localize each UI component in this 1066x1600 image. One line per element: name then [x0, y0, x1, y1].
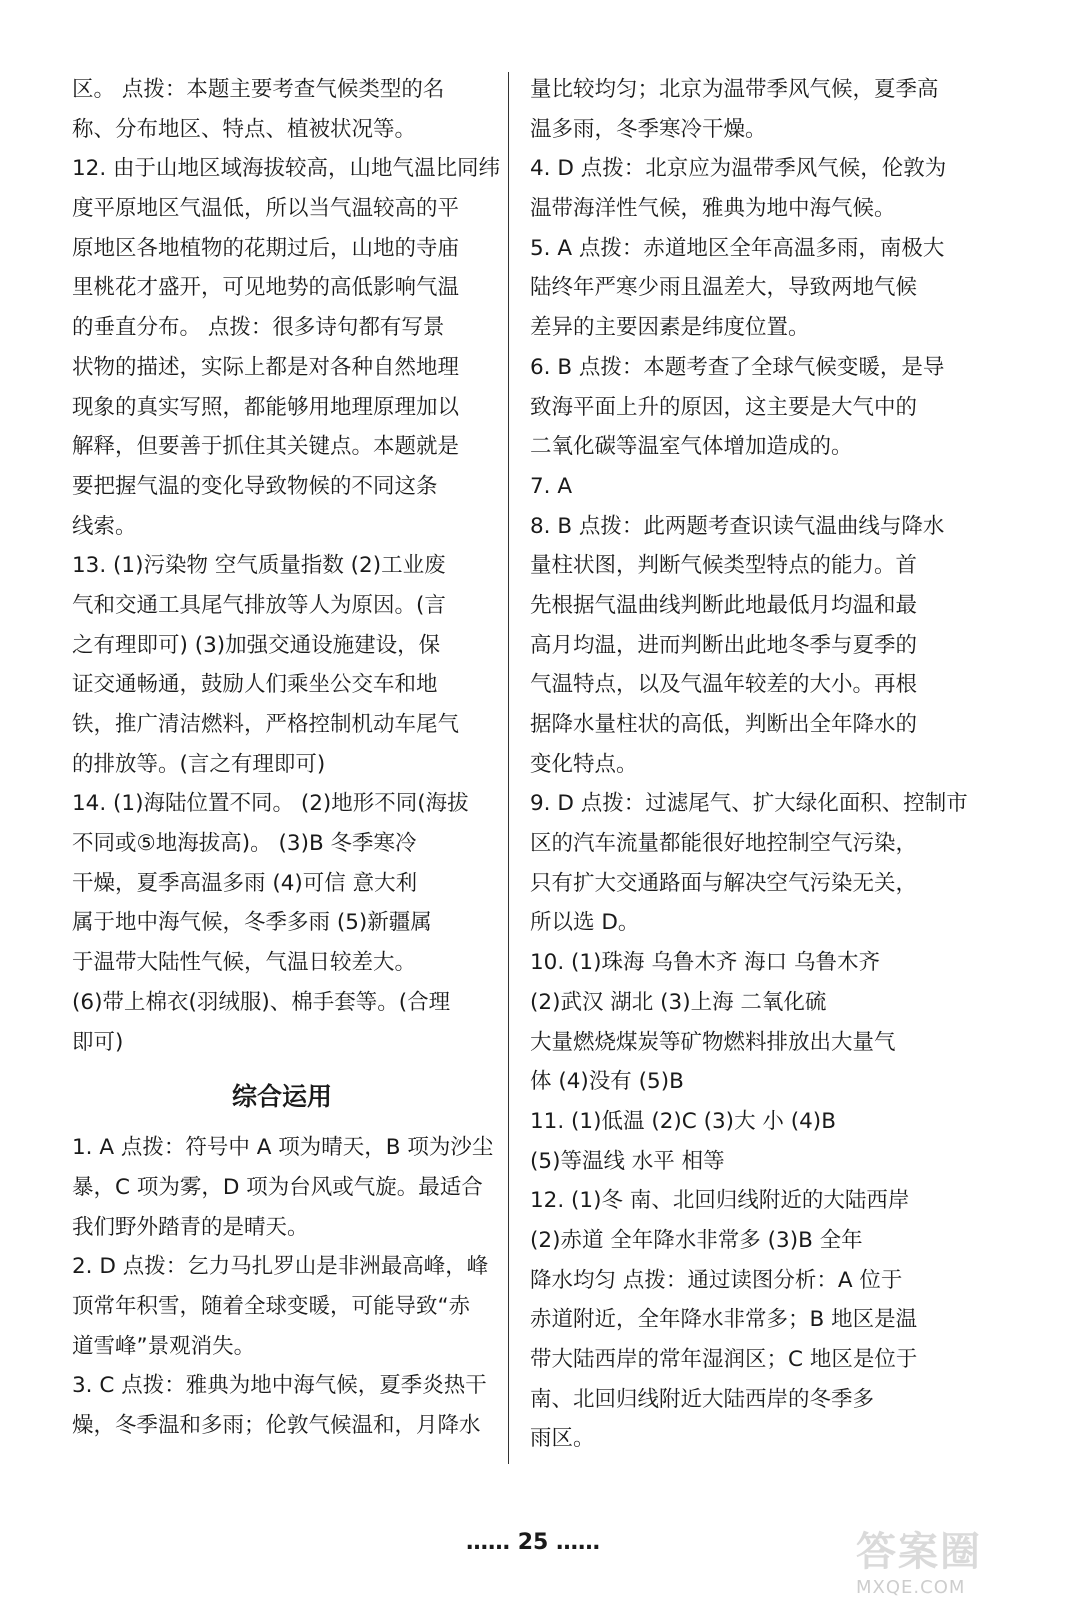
- text-line: 线索。: [72, 513, 137, 539]
- text-line: 降水均匀 点拨：通过读图分析：A 位于: [530, 1267, 903, 1293]
- text-line: 7. A: [530, 473, 573, 499]
- text-line: 高月均温，进而判断出此地冬季与夏季的: [530, 632, 918, 658]
- column-divider: [508, 72, 509, 1464]
- text-line: 的垂直分布。 点拨：很多诗句都有写景: [72, 315, 445, 341]
- text-line: 原地区各地植物的花期过后，山地的寺庙: [72, 235, 460, 261]
- text-line: 据降水量柱状的高低，判断出全年降水的: [530, 712, 918, 737]
- text-line: 14. (1)海陆位置不同。 (2)地形不同(海拔: [72, 791, 469, 817]
- text-line: 解释，但要善于抓住其关键点。本题就是: [72, 434, 460, 460]
- text-line: 量比较均匀；北京为温带季风气候，夏季高: [530, 77, 939, 102]
- left-column: [72, 70, 501, 1446]
- text-line: 雨区。: [530, 1426, 595, 1452]
- text-line: 之有理即可) (3)加强交通设施建设，保: [72, 632, 441, 658]
- text-line: 南、北回归线附近大陆西岸的冬季多: [530, 1386, 875, 1412]
- text-line: 区的汽车流量都能很好地控制空气污染，: [530, 831, 918, 857]
- text-line: 13. (1)污染物 空气质量指数 (2)工业废: [72, 553, 446, 579]
- text-line: 属于地中海气候，冬季多雨 (5)新疆属: [72, 910, 432, 936]
- text-line: 12. 由于山地区域海拔较高，山地气温比同纬: [72, 156, 501, 182]
- text-line: 于温带大陆性气候，气温日较差大。: [72, 950, 417, 976]
- text-line: 量柱状图，判断气候类型特点的能力。首: [530, 553, 918, 579]
- text-line: 温带海洋性气候，雅典为地中海气候。: [530, 196, 896, 222]
- text-line: 道雪峰”景观消失。: [72, 1333, 256, 1359]
- text-line: 5. A 点拨：赤道地区全年高温多雨，南极大: [530, 235, 945, 261]
- text-line: 温多雨，冬季寒冷干燥。: [530, 116, 767, 142]
- text-line: 证交通畅通，鼓励人们乘坐公交车和地: [72, 672, 438, 698]
- watermark-logo: [856, 1520, 1046, 1598]
- text-line: 度平原地区气温低，所以当气温较高的平: [72, 196, 460, 222]
- watermark-text: 答案圈: [856, 1529, 982, 1575]
- text-line: 二氧化碳等温室气体增加造成的。: [530, 434, 853, 460]
- text-line: 即可): [72, 1029, 124, 1055]
- text-line: 6. B 点拨：本题考查了全球气候变暖，是导: [530, 354, 945, 380]
- text-line: 陆终年严寒少雨且温差大，导致两地气候: [530, 275, 918, 301]
- text-line: 差异的主要因素是纬度位置。: [530, 315, 810, 341]
- text-line: (2)武汉 湖北 (3)上海 二氧化硫: [530, 989, 827, 1015]
- text-line: 8. B 点拨：此两题考查识读气温曲线与降水: [530, 513, 945, 539]
- text-line: 11. (1)低温 (2)C (3)大 小 (4)B: [530, 1108, 836, 1134]
- text-line: 赤道附近，全年降水非常多；B 地区是温: [530, 1307, 918, 1333]
- text-line: 气和交通工具尾气排放等人为原因。(言: [72, 592, 446, 618]
- right-column: [530, 70, 970, 1459]
- text-line: 要把握气温的变化导致物候的不同这条: [72, 473, 438, 499]
- text-line: 致海平面上升的原因，这主要是大气中的: [530, 394, 918, 420]
- text-line: 9. D 点拨：过滤尾气、扩大绿化面积、控制市: [530, 791, 968, 817]
- text-line: 2. D 点拨：乞力马扎罗山是非洲最高峰，峰: [72, 1254, 489, 1280]
- text-line: 气温特点，以及气温年较差的大小。再根: [530, 672, 918, 698]
- text-line: 带大陆西岸的常年湿润区；C 地区是位于: [530, 1347, 918, 1372]
- text-line: 暴，C 项为雾，D 项为台风或气旋。最适合: [72, 1174, 483, 1200]
- text-line: 变化特点。: [530, 751, 638, 777]
- text-line: 1. A 点拨：符号中 A 项为晴天，B 项为沙尘: [72, 1135, 494, 1161]
- text-line: 顶常年积雪，随着全球变暖，可能导致“赤: [72, 1293, 471, 1319]
- text-line: 铁，推广清洁燃料，严格控制机动车尾气: [72, 712, 460, 737]
- text-line: 里桃花才盛开，可见地势的高低影响气温: [72, 275, 460, 301]
- text-line: 12. (1)冬 南、北回归线附近的大陆西岸: [530, 1188, 910, 1214]
- text-line: 的排放等。(言之有理即可): [72, 751, 326, 777]
- text-line: 不同或⑤地海拔高)。 (3)B 冬季寒冷: [72, 831, 417, 857]
- text-line: 所以选 D。: [530, 910, 640, 936]
- text-line: 燥，冬季温和多雨；伦敦气候温和，月降水: [72, 1413, 481, 1438]
- text-line: 10. (1)珠海 乌鲁木齐 海口 乌鲁木齐: [530, 950, 880, 976]
- watermark-url: MXQE.COM: [856, 1577, 966, 1598]
- text-line: 先根据气温曲线判断此地最低月均温和最: [530, 592, 918, 618]
- text-line: 状物的描述，实际上都是对各种自然地理: [72, 354, 460, 380]
- page-number: …… 25 ……: [466, 1530, 600, 1555]
- text-line: (6)带上棉衣(羽绒服)、棉手套等。(合理: [72, 989, 451, 1015]
- text-line: 区。 点拨：本题主要考查气候类型的名: [72, 77, 445, 102]
- section-heading: 综合运用: [231, 1082, 332, 1112]
- text-line: 4. D 点拨：北京应为温带季风气候，伦敦为: [530, 156, 947, 182]
- text-line: (5)等温线 水平 相等: [530, 1148, 725, 1174]
- text-line: 我们野外踏青的是晴天。: [72, 1214, 309, 1240]
- text-line: 只有扩大交通路面与解决空气污染无关，: [530, 870, 918, 896]
- text-line: 现象的真实写照，都能够用地理原理加以: [72, 394, 460, 420]
- text-line: 3. C 点拨：雅典为地中海气候，夏季炎热干: [72, 1373, 487, 1399]
- text-line: 称、分布地区、特点、植被状况等。: [72, 116, 417, 142]
- text-line: 干燥，夏季高温多雨 (4)可信 意大利: [72, 870, 418, 896]
- text-line: 体 (4)没有 (5)B: [530, 1069, 684, 1095]
- text-line: (2)赤道 全年降水非常多 (3)B 全年: [530, 1227, 863, 1253]
- text-line: 大量燃烧煤炭等矿物燃料排放出大量气: [530, 1029, 896, 1055]
